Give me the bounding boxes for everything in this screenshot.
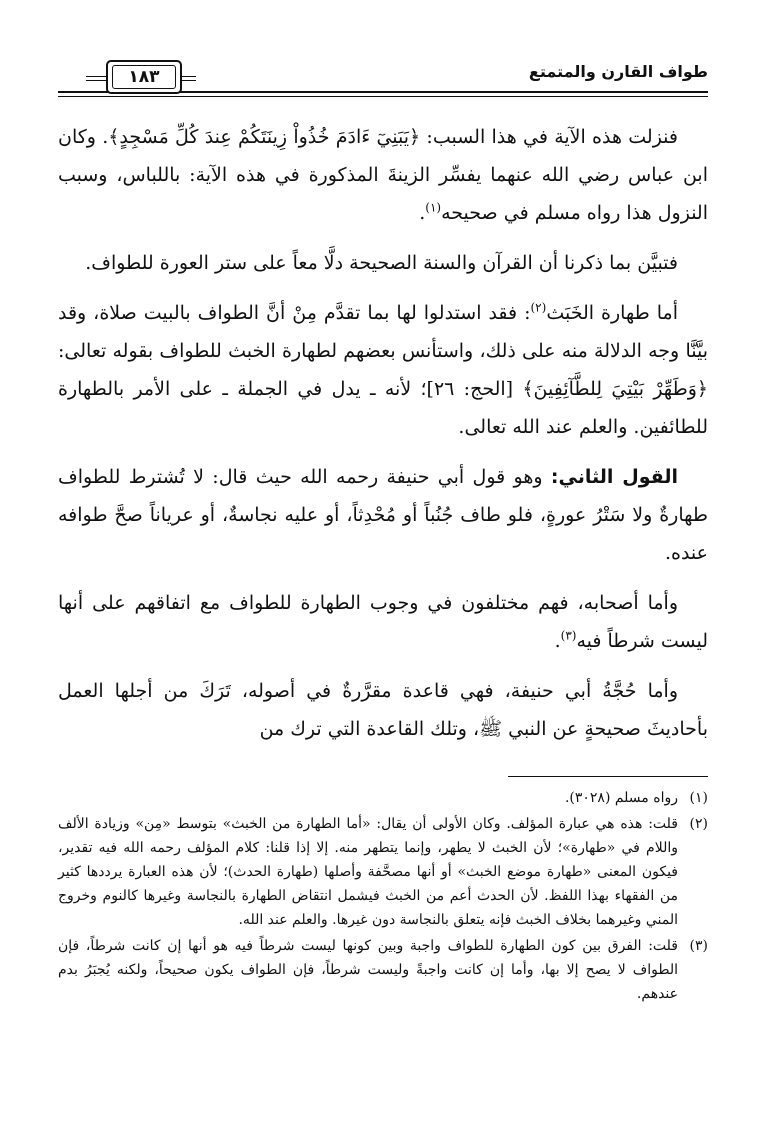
paragraph-2: فتبيَّن بما ذكرنا أن القرآن والسنة الصحيحة دلَّا معاً على ستر العورة للطواف. [85, 252, 678, 274]
page-number: ١٨٣ [128, 67, 160, 87]
footnote [58, 812, 708, 932]
page-number-box [106, 60, 182, 94]
footnote-text: قلت: هذه هي عبارة المؤلف. وكان الأولى أن يقال: «أما الطهارة من الخبث» بتوسط «مِن» وزيادة الألف واللام في «طهارة»؛ لأن الخبث لا يطهر، وإنما يتطهر منه. إلا إذا قلنا: كلام المؤلف رحمه الله فيه تقدير، فيكون المعنى «طهارة موضع الخبث» أو أنها مصحَّفة وأصلها (طهارة الحدث)؛ لأن هذه العبارة يرددها كثير من الفقهاء بهذا اللفظ. لأن الحدث أعم من الخبث فيشمل انتقاض الطهارة بالنجاسة وغيرها كالنوم وخروج المني وغيرهما بخلاف الخبث فإنه يتعلق بالنجاسة دون غيرها. والعلم عند الله. [58, 816, 678, 928]
footnote-separator [508, 776, 708, 777]
footnotes [58, 786, 708, 1008]
paragraph-6: وأما حُجَّةُ أبي حنيفة، فهي قاعدة مقرَّرةٌ في أصوله، تَرَكَ من أجلها العمل بأحاديثَ صحيحةٍ عن النبي ﷺ، وتلك القاعدة التي ترك من [58, 680, 708, 740]
footnote-ref-2: (٢) [530, 300, 547, 315]
section-lead: القول الثاني: [550, 466, 679, 488]
page-header [58, 52, 708, 102]
footnote-ref-3: (٣) [560, 628, 577, 643]
footnote-text: رواه مسلم (٣٠٢٨). [564, 790, 678, 806]
footnote [58, 786, 708, 810]
paragraph-4: القول الثاني: وهو قول أبي حنيفة رحمه الله حيث قال: لا تُشترط للطواف طهارةٌ ولا سَتْرُ عورةٍ، فلو طاف جُنُباً أو مُحْدِثاً، أو عليه نجاسةٌ، أو عرياناً صحَّ طوافه عنده. [58, 466, 708, 564]
paragraph-3: أما طهارة الخَبَث$^{(٢)}$: فقد استدلوا لها بما تقدَّم مِنْ أنَّ الطواف بالبيت صلاة، وقد بيَّنَّا وجه الدلالة منه على ذلك، واستأنس بعضهم لطهارة الخبث للطواف بقوله تعالى: ﴿وَطَهِّرْ بَيْتِيَ لِلطَّآئِفِينَ﴾ [الحج: ٢٦]؛ لأنه ـ يدل في الجملة ـ على الأمر بالطهارة للطائفين. والعلم عند الله تعالى. [58, 300, 708, 438]
footnote-number: (٣) [689, 938, 708, 954]
footnote-ref-1: (١) [425, 200, 442, 215]
footnote [58, 934, 708, 1006]
footnote-number: (٢) [689, 816, 708, 832]
box-connector-left-2 [86, 80, 106, 81]
running-title: طواف القارن والمتمتع [517, 62, 708, 81]
box-connector-left [86, 76, 106, 77]
header-rule-thin [58, 96, 708, 97]
paragraph-5: وأما أصحابه، فهم مختلفون في وجوب الطهارة للطواف مع اتفاقهم على أنها ليست شرطاً فيه$^{(٣)}$. [58, 592, 708, 652]
footnote-text: قلت: الفرق بين كون الطهارة للطواف واجبة وبين كونها ليست شرطاً فيه هو أنها إن كانت شرطاً، فإن الطواف لا يصح إلا بها، وأما إن كانت واجبةً وليست شرطاً، فإن الطواف يكون صحيحاً، ولكنه يُجبَرُ بدم عندهم. [58, 938, 679, 1002]
paragraph-1: فنزلت هذه الآية في هذا السبب: ﴿يَبَنِيٓ ءَادَمَ خُذُواْ زِينَتَكُمْ عِندَ كُلِّ مَسْجِدٍ﴾. وكان ابن عباس رضي الله عنهما يفسِّر الزينةَ المذكورة في هذه الآية: باللباس، وسبب النزول هذا رواه مسلم في صحيحه$^{(١)}$. [58, 126, 708, 224]
footnote-number: (١) [689, 790, 708, 806]
main-text [58, 118, 708, 760]
